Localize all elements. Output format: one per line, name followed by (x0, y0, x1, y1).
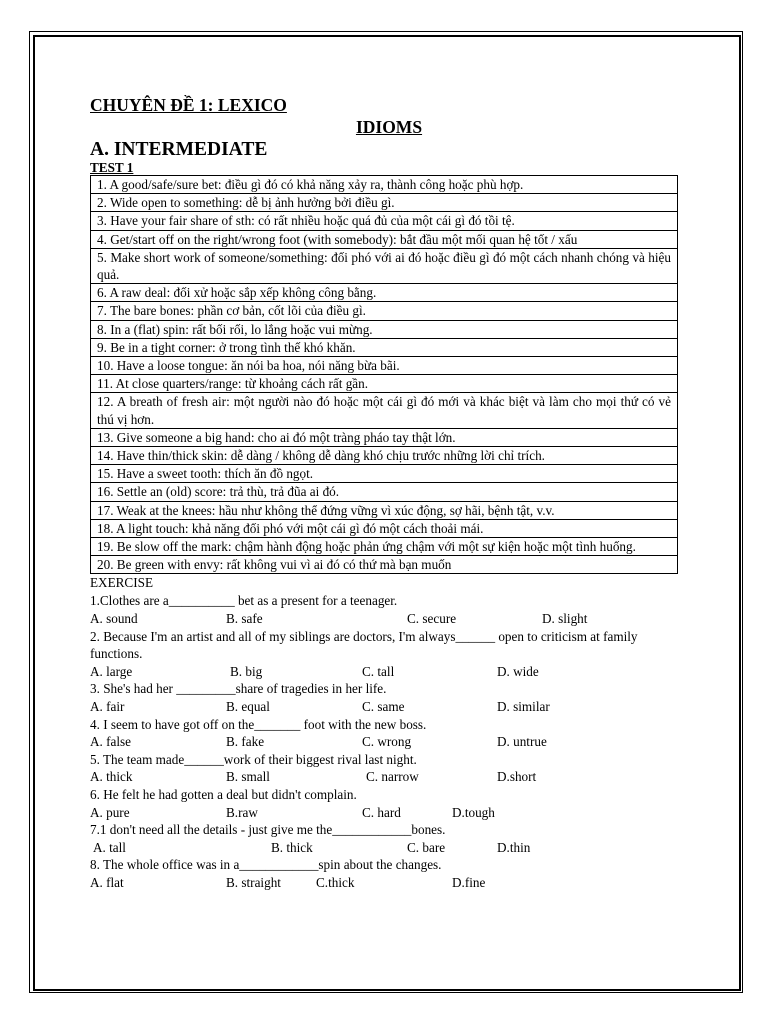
answer-option[interactable]: B. big (230, 663, 263, 679)
idiom-entry: 18. A light touch: khả năng đối phó với một cái gì đó một cách thoải mái. (91, 519, 678, 537)
answer-option[interactable]: C. hard (362, 804, 401, 820)
idiom-entry: 8. In a (flat) spin: rất bối rối, lo lắng hoặc vui mừng. (91, 320, 678, 338)
idiom-entry: 20. Be green with envy: rất không vui vì ai đó có thứ mà bạn muốn (91, 556, 678, 574)
answer-option[interactable]: A. flat (90, 874, 124, 890)
idiom-entry: 6. A raw deal: đối xử hoặc sắp xếp không công bằng. (91, 284, 678, 302)
idiom-entry: 1. A good/safe/sure bet: điều gì đó có khả năng xảy ra, thành công hoặc phù hợp. (91, 176, 678, 194)
answer-options (90, 874, 680, 892)
answer-option[interactable]: B.raw (226, 804, 258, 820)
idiom-entry: 19. Be slow off the mark: chậm hành động hoặc phản ứng chậm với một sự kiện hoặc một tình huống. (91, 538, 678, 556)
idiom-row (91, 428, 678, 446)
idiom-entry: 9. Be in a tight corner: ở trong tình thế khó khăn. (91, 338, 678, 356)
idiom-entry: 3. Have your fair share of sth: có rất nhiều hoặc quá đủ của một cái gì đó tồi tệ. (91, 212, 678, 230)
idiom-row (91, 176, 678, 194)
idiom-row (91, 230, 678, 248)
idiom-entry: 7. The bare bones: phần cơ bản, cốt lõi của điều gì. (91, 302, 678, 320)
answer-option[interactable]: D.thin (497, 839, 531, 855)
idiom-entry: 13. Give someone a big hand: cho ai đó một tràng pháo tay thật lớn. (91, 428, 678, 446)
answer-option[interactable]: D. slight (542, 611, 588, 627)
idiom-row (91, 465, 678, 483)
answer-option[interactable]: B. thick (271, 839, 313, 855)
level-heading: A. INTERMEDIATE (90, 139, 268, 160)
answer-option[interactable]: B. equal (226, 699, 270, 715)
answer-option[interactable]: B. small (226, 769, 270, 785)
answer-option[interactable]: B. straight (226, 874, 281, 890)
answer-options (90, 610, 680, 628)
idiom-entry: 10. Have a loose tongue: ăn nói ba hoa, nói năng bừa bãi. (91, 357, 678, 375)
question-text: 4. I seem to have got off on the_______ foot with the new boss. (90, 716, 427, 732)
idiom-row (91, 248, 678, 283)
idiom-row (91, 375, 678, 393)
answer-options (90, 663, 680, 681)
answer-options (90, 768, 680, 786)
idiom-entry: 4. Get/start off on the right/wrong foot (with somebody): bắt đầu một mối quan hệ tốt / xấu (91, 230, 678, 248)
idiom-row (91, 447, 678, 465)
answer-options (90, 804, 680, 822)
answer-option[interactable]: A. thick (90, 769, 133, 785)
exercise-heading: EXERCISE (90, 575, 154, 591)
idiom-row (91, 194, 678, 212)
idiom-entry: 16. Settle an (old) score: trả thù, trả đũa ai đó. (91, 483, 678, 501)
answer-option[interactable]: C. bare (407, 839, 446, 855)
topic-heading: CHUYÊN ĐỀ 1: LEXICO (90, 95, 287, 115)
question-text: 5. The team made______work of their biggest rival last night. (90, 751, 417, 767)
idiom-entry: 15. Have a sweet tooth: thích ăn đồ ngọt. (91, 465, 678, 483)
idiom-row (91, 338, 678, 356)
section-title: IDIOMS (355, 117, 423, 137)
idiom-row (91, 501, 678, 519)
question-text: 7.1 don't need all the details - just give me the____________bones. (90, 822, 446, 838)
answer-option[interactable]: A. pure (90, 804, 130, 820)
idiom-entry: 12. A breath of fresh air: một người nào đó hoặc một cái gì đó mới và khác biệt và làm cho mọi thứ có vẻ thú vị hơn. (91, 393, 678, 428)
answer-option[interactable]: C. secure (407, 611, 457, 627)
idioms-table (90, 175, 678, 574)
answer-option[interactable]: D.fine (452, 874, 486, 890)
answer-option[interactable]: A. large (90, 663, 133, 679)
answer-option[interactable]: D. similar (497, 699, 550, 715)
exercise-questions (90, 592, 680, 891)
answer-option[interactable]: C. tall (362, 663, 395, 679)
answer-option[interactable]: C. wrong (362, 734, 412, 750)
idiom-entry: 17. Weak at the knees: hầu như không thể đứng vững vì xúc động, sợ hãi, bệnh tật, v.v. (91, 501, 678, 519)
document-body (90, 95, 680, 892)
answer-option[interactable]: A. sound (90, 611, 138, 627)
question-text: 6. He felt he had gotten a deal but didn't complain. (90, 787, 357, 802)
answer-option[interactable]: A. fair (90, 699, 125, 715)
answer-options (90, 698, 680, 716)
idiom-row (91, 357, 678, 375)
idiom-row (91, 538, 678, 556)
idiom-row (91, 519, 678, 537)
idiom-row (91, 212, 678, 230)
answer-option[interactable]: C.thick (316, 874, 355, 890)
answer-option[interactable]: D. untrue (497, 734, 547, 750)
question-text: 8. The whole office was in a____________spin about the changes. (90, 857, 442, 873)
idiom-entry: 2. Wide open to something: dễ bị ảnh hưởng bởi điều gì. (91, 194, 678, 212)
idiom-row (91, 302, 678, 320)
idiom-row (91, 284, 678, 302)
answer-options (90, 839, 680, 857)
answer-option[interactable]: D.tough (452, 804, 495, 820)
question-text: 3. She's had her _________share of tragedies in her life. (90, 681, 387, 697)
answer-option[interactable]: C. same (362, 699, 405, 715)
answer-options (90, 733, 680, 751)
idiom-entry: 14. Have thin/thick skin: dễ dàng / không dễ dàng khó chịu trước những lời chỉ trích. (91, 447, 678, 465)
question-text: 1.Clothes are a__________ bet as a present for a teenager. (90, 593, 398, 609)
answer-option[interactable]: C. narrow (366, 769, 419, 785)
idiom-entry: 11. At close quarters/range: từ khoảng cách rất gần. (91, 375, 678, 393)
idiom-row (91, 393, 678, 428)
answer-option[interactable]: A. tall (93, 839, 126, 855)
test-heading: TEST 1 (90, 160, 134, 175)
answer-option[interactable]: B. safe (226, 611, 263, 627)
question-text: 2. Because I'm an artist and all of my siblings are doctors, I'm always______ open to criticism at family functions. (90, 628, 638, 662)
answer-option[interactable]: D. wide (497, 663, 539, 679)
idiom-row (91, 483, 678, 501)
idiom-row (91, 320, 678, 338)
answer-option[interactable]: D.short (497, 769, 537, 785)
idiom-entry: 5. Make short work of someone/something: đối phó với ai đó hoặc điều gì đó một cách nhanh chóng và hiệu quả. (91, 248, 678, 283)
idiom-row (91, 556, 678, 574)
answer-option[interactable]: B. fake (226, 734, 265, 750)
answer-option[interactable]: A. false (90, 734, 132, 750)
